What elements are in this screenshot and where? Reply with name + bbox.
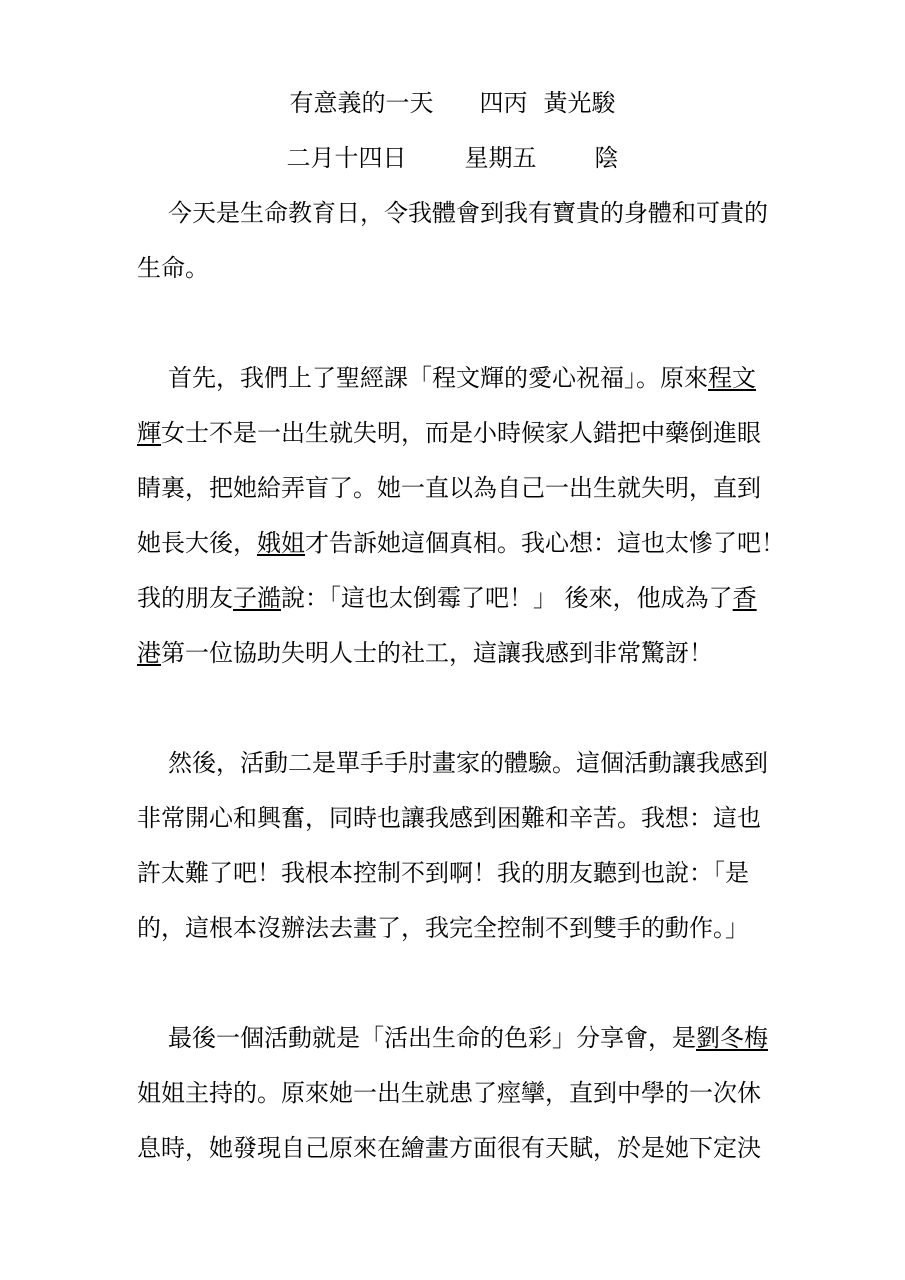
paragraph-3-line-3: 許太難了吧！我根本控制不到啊！我的朋友聽到也說：「是 [137,859,749,887]
person-name: 劉冬梅 [696,1024,768,1052]
paragraph-4-line-2: 姐姐主持的。原來她一出生就患了痙攣，直到中學的一次休 [137,1079,761,1107]
place-name: 港 [137,639,161,667]
class-name: 四丙 [479,89,528,117]
weekday: 星期五 [464,144,537,172]
essay-title: 有意義的一天 [289,89,434,117]
paragraph-1-line-1: 今天是生命教育日，令我體會到我有寶貴的身體和可貴的 [168,199,768,227]
text-span: 第一位協助失明人士的社工，這讓我感到非常驚訝！ [161,639,713,667]
date: 二月十四日 [286,144,407,172]
weather: 陰 [594,144,619,172]
paragraph-2-line-3: 睛裏，把她給弄盲了。她一直以為自己一出生就失明，直到 [137,474,761,502]
paragraph-4-line-3: 息時，她發現自己原來在繪畫方面很有天賦，於是她下定決 [137,1134,761,1162]
text-span: 女士不是一出生就失明，而是小時候家人錯把中藥倒進眼 [161,419,761,447]
person-name: 程文 [708,364,756,392]
person-name: 子澔 [233,584,281,612]
text-span: 首先，我們上了聖經課「程文輝的愛心祝福」。原來 [168,364,708,392]
text-span: 說：「這也太倒霉了吧！」 後來，他成為了 [281,584,733,612]
paragraph-3-line-1: 然後，活動二是單手手肘畫家的體驗。這個活動讓我感到 [168,749,768,777]
paragraph-3-line-2: 非常開心和興奮，同時也讓我感到困難和辛苦。我想：這也 [137,804,761,832]
date-line [0,143,905,173]
paragraph-4-line-1 [168,1023,768,1053]
place-name: 香 [732,584,757,612]
paragraph-3-line-4: 的，這根本沒辦法去畫了，我完全控制不到雙手的動作。」 [137,914,749,942]
paragraph-2-line-1 [168,363,756,393]
author-name: 黃光駿 [543,89,616,117]
text-span: 才告訴她這個真相。我心想：這也太慘了吧！ [305,529,785,557]
text-span: 我的朋友 [137,584,233,612]
person-name: 娥姐 [257,529,305,557]
text-span: 她長大後， [137,529,257,557]
paragraph-2-line-2 [137,418,761,448]
paragraph-2-line-4 [137,528,785,558]
paragraph-1-line-2: 生命。 [137,254,209,282]
text-span: 最後一個活動就是「活出生命的色彩」分享會，是 [168,1024,696,1052]
title-line [0,88,905,118]
paragraph-2-line-5 [137,583,757,613]
person-name: 輝 [137,419,161,447]
paragraph-2-line-6 [137,638,713,668]
